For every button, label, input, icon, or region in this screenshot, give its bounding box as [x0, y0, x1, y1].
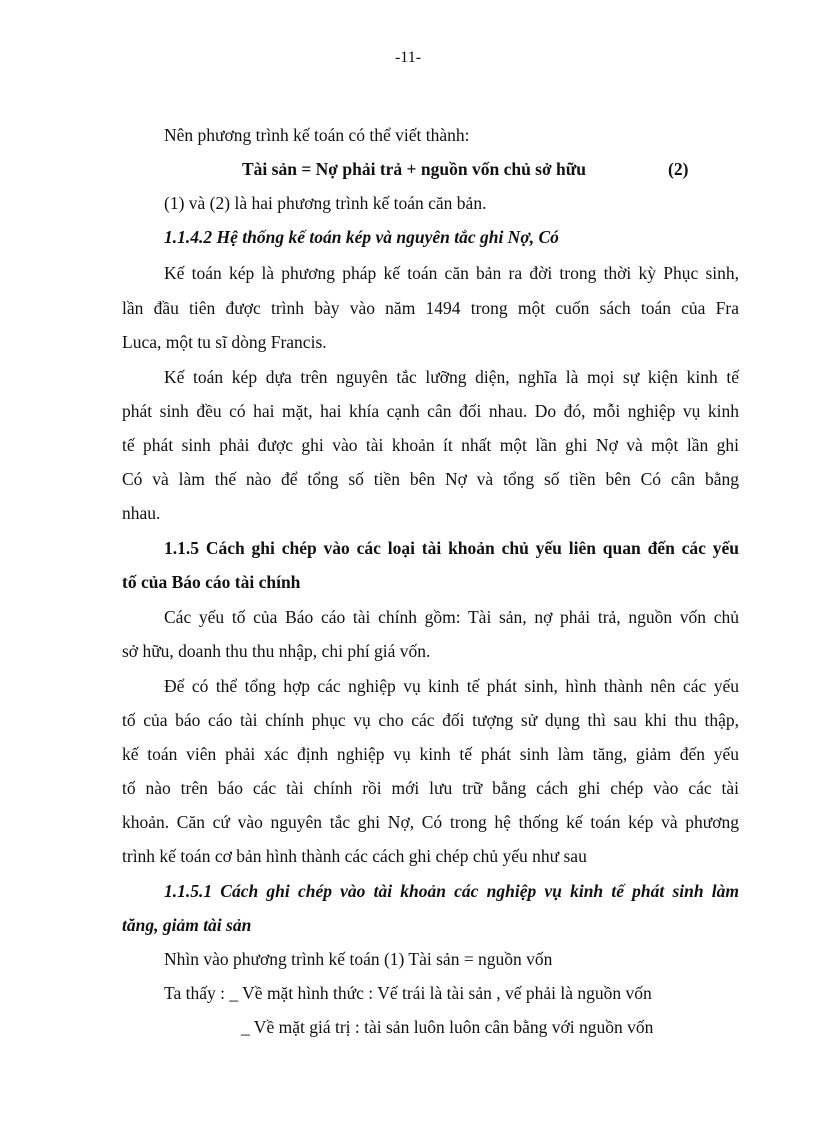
- paragraph-line: Ta thấy : _ Về mặt hình thức : Vế trái là tài sản , vế phải là nguồn vốn: [164, 983, 652, 1003]
- paragraph-line: Kế toán kép là phương pháp kế toán căn bản ra đời trong thời kỳ Phục sinh,: [164, 263, 739, 283]
- equation-number: (2): [668, 159, 689, 179]
- paragraph-line: trình kế toán cơ bản hình thành các cách ghi chép chủ yếu như sau: [122, 846, 587, 866]
- paragraph-line: phát sinh đều có hai mặt, hai khía cạnh cân đối nhau. Do đó, mỗi nghiệp vụ kinh: [122, 401, 739, 421]
- section-heading-1-1-5-1-cont: tăng, giảm tài sản: [122, 915, 252, 935]
- paragraph-line: Luca, một tu sĩ dòng Francis.: [122, 332, 327, 352]
- page-number: -11-: [394, 49, 422, 66]
- paragraph-line: tố nào trên báo các tài chính rồi mới lưu trữ bằng cách ghi chép vào các tài: [122, 778, 739, 798]
- section-heading-1-1-5-1: 1.1.5.1 Cách ghi chép vào tài khoản các nghiệp vụ kinh tế phát sinh làm: [164, 881, 739, 901]
- paragraph-line: Nhìn vào phương trình kế toán (1) Tài sản = nguồn vốn: [164, 949, 553, 969]
- paragraph-line: Để có thể tổng hợp các nghiệp vụ kinh tế phát sinh, hình thành nên các yếu: [164, 676, 739, 696]
- paragraph-line: khoản. Căn cứ vào nguyên tắc ghi Nợ, Có trong hệ thống kế toán kép và phương: [122, 812, 739, 832]
- section-heading-1-1-5: 1.1.5 Cách ghi chép vào các loại tài khoản chủ yếu liên quan đến các yếu: [164, 538, 739, 558]
- paragraph-line: (1) và (2) là hai phương trình kế toán căn bản.: [164, 193, 487, 213]
- section-heading-1-1-4-2: 1.1.4.2 Hệ thống kế toán kép và nguyên tắc ghi Nợ, Có: [164, 227, 559, 247]
- paragraph-line: Nên phương trình kế toán có thể viết thành:: [164, 125, 470, 145]
- paragraph-line: sở hữu, doanh thu thu nhập, chi phí giá vốn.: [122, 641, 431, 661]
- paragraph-line: nhau.: [122, 503, 161, 523]
- paragraph-line: Các yếu tố của Báo cáo tài chính gồm: Tài sản, nợ phải trả, nguồn vốn chủ: [164, 607, 739, 627]
- paragraph-line: Kế toán kép dựa trên nguyên tắc lưỡng diện, nghĩa là mọi sự kiện kinh tế: [164, 367, 739, 387]
- equation-text: Tài sản = Nợ phải trả + nguồn vốn chủ sở hữu: [242, 159, 587, 179]
- paragraph-line: Có và làm thế nào để tổng số tiền bên Nợ và tổng số tiền bên Có cân bằng: [122, 469, 739, 489]
- paragraph-line: lần đầu tiên được trình bày vào năm 1494 trong một cuốn sách toán của Fra: [122, 298, 739, 318]
- section-heading-1-1-5-cont: tố của Báo cáo tài chính: [122, 572, 301, 592]
- paragraph-line: _ Về mặt giá trị : tài sản luôn luôn cân bằng với nguồn vốn: [241, 1017, 654, 1037]
- paragraph-line: kế toán viên phải xác định nghiệp vụ kinh tế phát sinh làm tăng, giảm đến yếu: [122, 744, 739, 764]
- paragraph-line: tố của báo cáo tài chính phục vụ cho các đối tượng sử dụng thì sau khi thu thập,: [122, 710, 739, 730]
- paragraph-line: tế phát sinh phải được ghi vào tài khoản ít nhất một lần ghi Nợ và một lần ghi: [122, 435, 739, 455]
